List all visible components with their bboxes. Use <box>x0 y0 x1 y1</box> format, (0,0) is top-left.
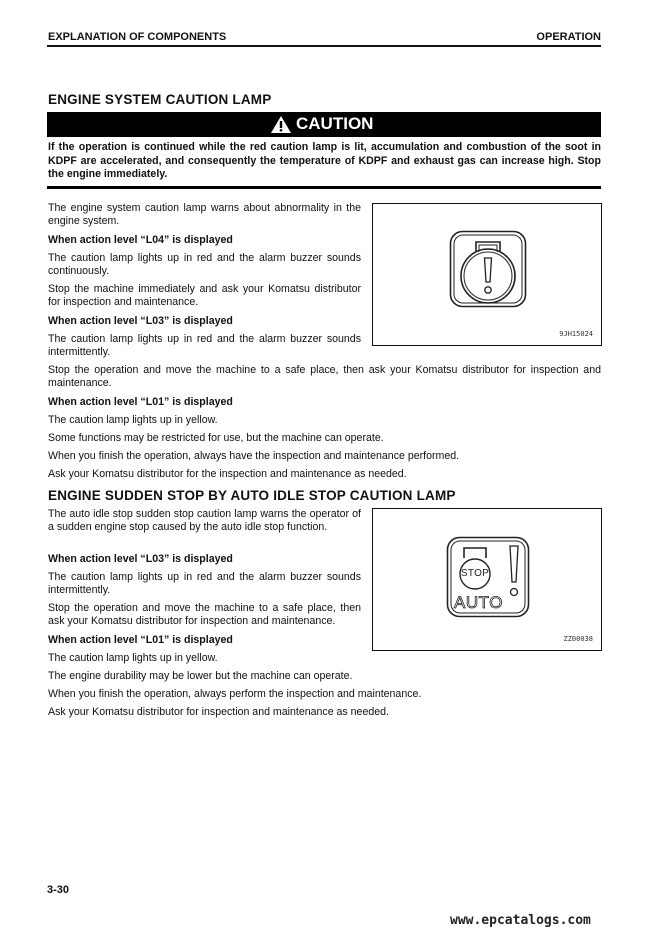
section1-l04-heading: When action level “L04” is displayed <box>48 234 233 246</box>
section-title-engine-system: ENGINE SYSTEM CAUTION LAMP <box>48 92 272 107</box>
section2-l01-text4: Ask your Komatsu distributor for inspection and maintenance as needed. <box>48 706 389 718</box>
section1-l01-text3: When you finish the operation, always have the inspection and maintenance performed. <box>48 450 460 462</box>
header-rule <box>47 45 601 47</box>
section2-l03-heading: When action level “L03” is displayed <box>48 553 233 565</box>
section1-l03-text2: Stop the operation and move the machine to a safe place, then ask your Komatsu distributor for inspection and maintenance. <box>48 364 601 390</box>
section-title-auto-idle-stop: ENGINE SUDDEN STOP BY AUTO IDLE STOP CAUTION LAMP <box>48 488 456 503</box>
caution-label: CAUTION <box>296 114 374 133</box>
section1-l01-text1: The caution lamp lights up in yellow. <box>48 414 218 426</box>
figure-auto-idle-stop-lamp <box>372 508 602 651</box>
section2-l03-text1: The caution lamp lights up in red and the alarm buzzer sounds intermittently. <box>48 571 361 597</box>
header-chapter: EXPLANATION OF COMPONENTS <box>48 31 227 43</box>
section2-l01-heading: When action level “L01” is displayed <box>48 634 233 646</box>
watermark-url: www.epcatalogs.com <box>450 913 591 928</box>
caution-rule <box>47 186 601 189</box>
stop-label: STOP <box>460 568 490 579</box>
warning-triangle-icon <box>270 115 292 134</box>
section1-intro: The engine system caution lamp warns about abnormality in the engine system. <box>48 202 361 228</box>
section2-l03-text2: Stop the operation and move the machine to a safe place, then ask your Komatsu distributor for inspection and maintenance. <box>48 602 361 628</box>
section1-l01-text4: Ask your Komatsu distributor for the inspection and maintenance as needed. <box>48 468 407 480</box>
section2-intro: The auto idle stop sudden stop caution lamp warns the operator of a sudden engine stop caused by the auto idle stop function. <box>48 508 361 534</box>
figure-code: 9JH15024 <box>559 330 593 338</box>
caution-text: If the operation is continued while the red caution lamp is lit, accumulation and combustion of the soot in KDPF are accelerated, and consequently the temperature of KDPF and exhaust gas can increase high. Stop the engine immediately. <box>48 141 601 180</box>
auto-idle-stop-lamp-icon <box>446 536 530 618</box>
caution-banner <box>47 112 601 137</box>
page-number: 3-30 <box>47 884 70 896</box>
section1-l03-heading: When action level “L03” is displayed <box>48 315 233 327</box>
engine-caution-lamp-icon <box>449 230 527 308</box>
section1-l01-text2: Some functions may be restricted for use, but the machine can operate. <box>48 432 384 444</box>
auto-label: AUTO <box>454 593 503 612</box>
section1-l01-heading: When action level “L01” is displayed <box>48 396 233 408</box>
header-section: OPERATION <box>536 31 601 43</box>
section2-l01-text3: When you finish the operation, always perform the inspection and maintenance. <box>48 688 422 700</box>
figure-engine-caution-lamp <box>372 203 602 346</box>
section2-l01-text1: The caution lamp lights up in yellow. <box>48 652 218 664</box>
section1-l04-text2: Stop the machine immediately and ask your Komatsu distributor for inspection and maintenance. <box>48 283 361 309</box>
section1-l04-text1: The caution lamp lights up in red and the alarm buzzer sounds continuously. <box>48 252 361 278</box>
figure-code: ZZ00038 <box>563 635 593 643</box>
section2-l01-text2: The engine durability may be lower but the machine can operate. <box>48 670 353 682</box>
section1-l03-text1: The caution lamp lights up in red and the alarm buzzer sounds intermittently. <box>48 333 361 359</box>
